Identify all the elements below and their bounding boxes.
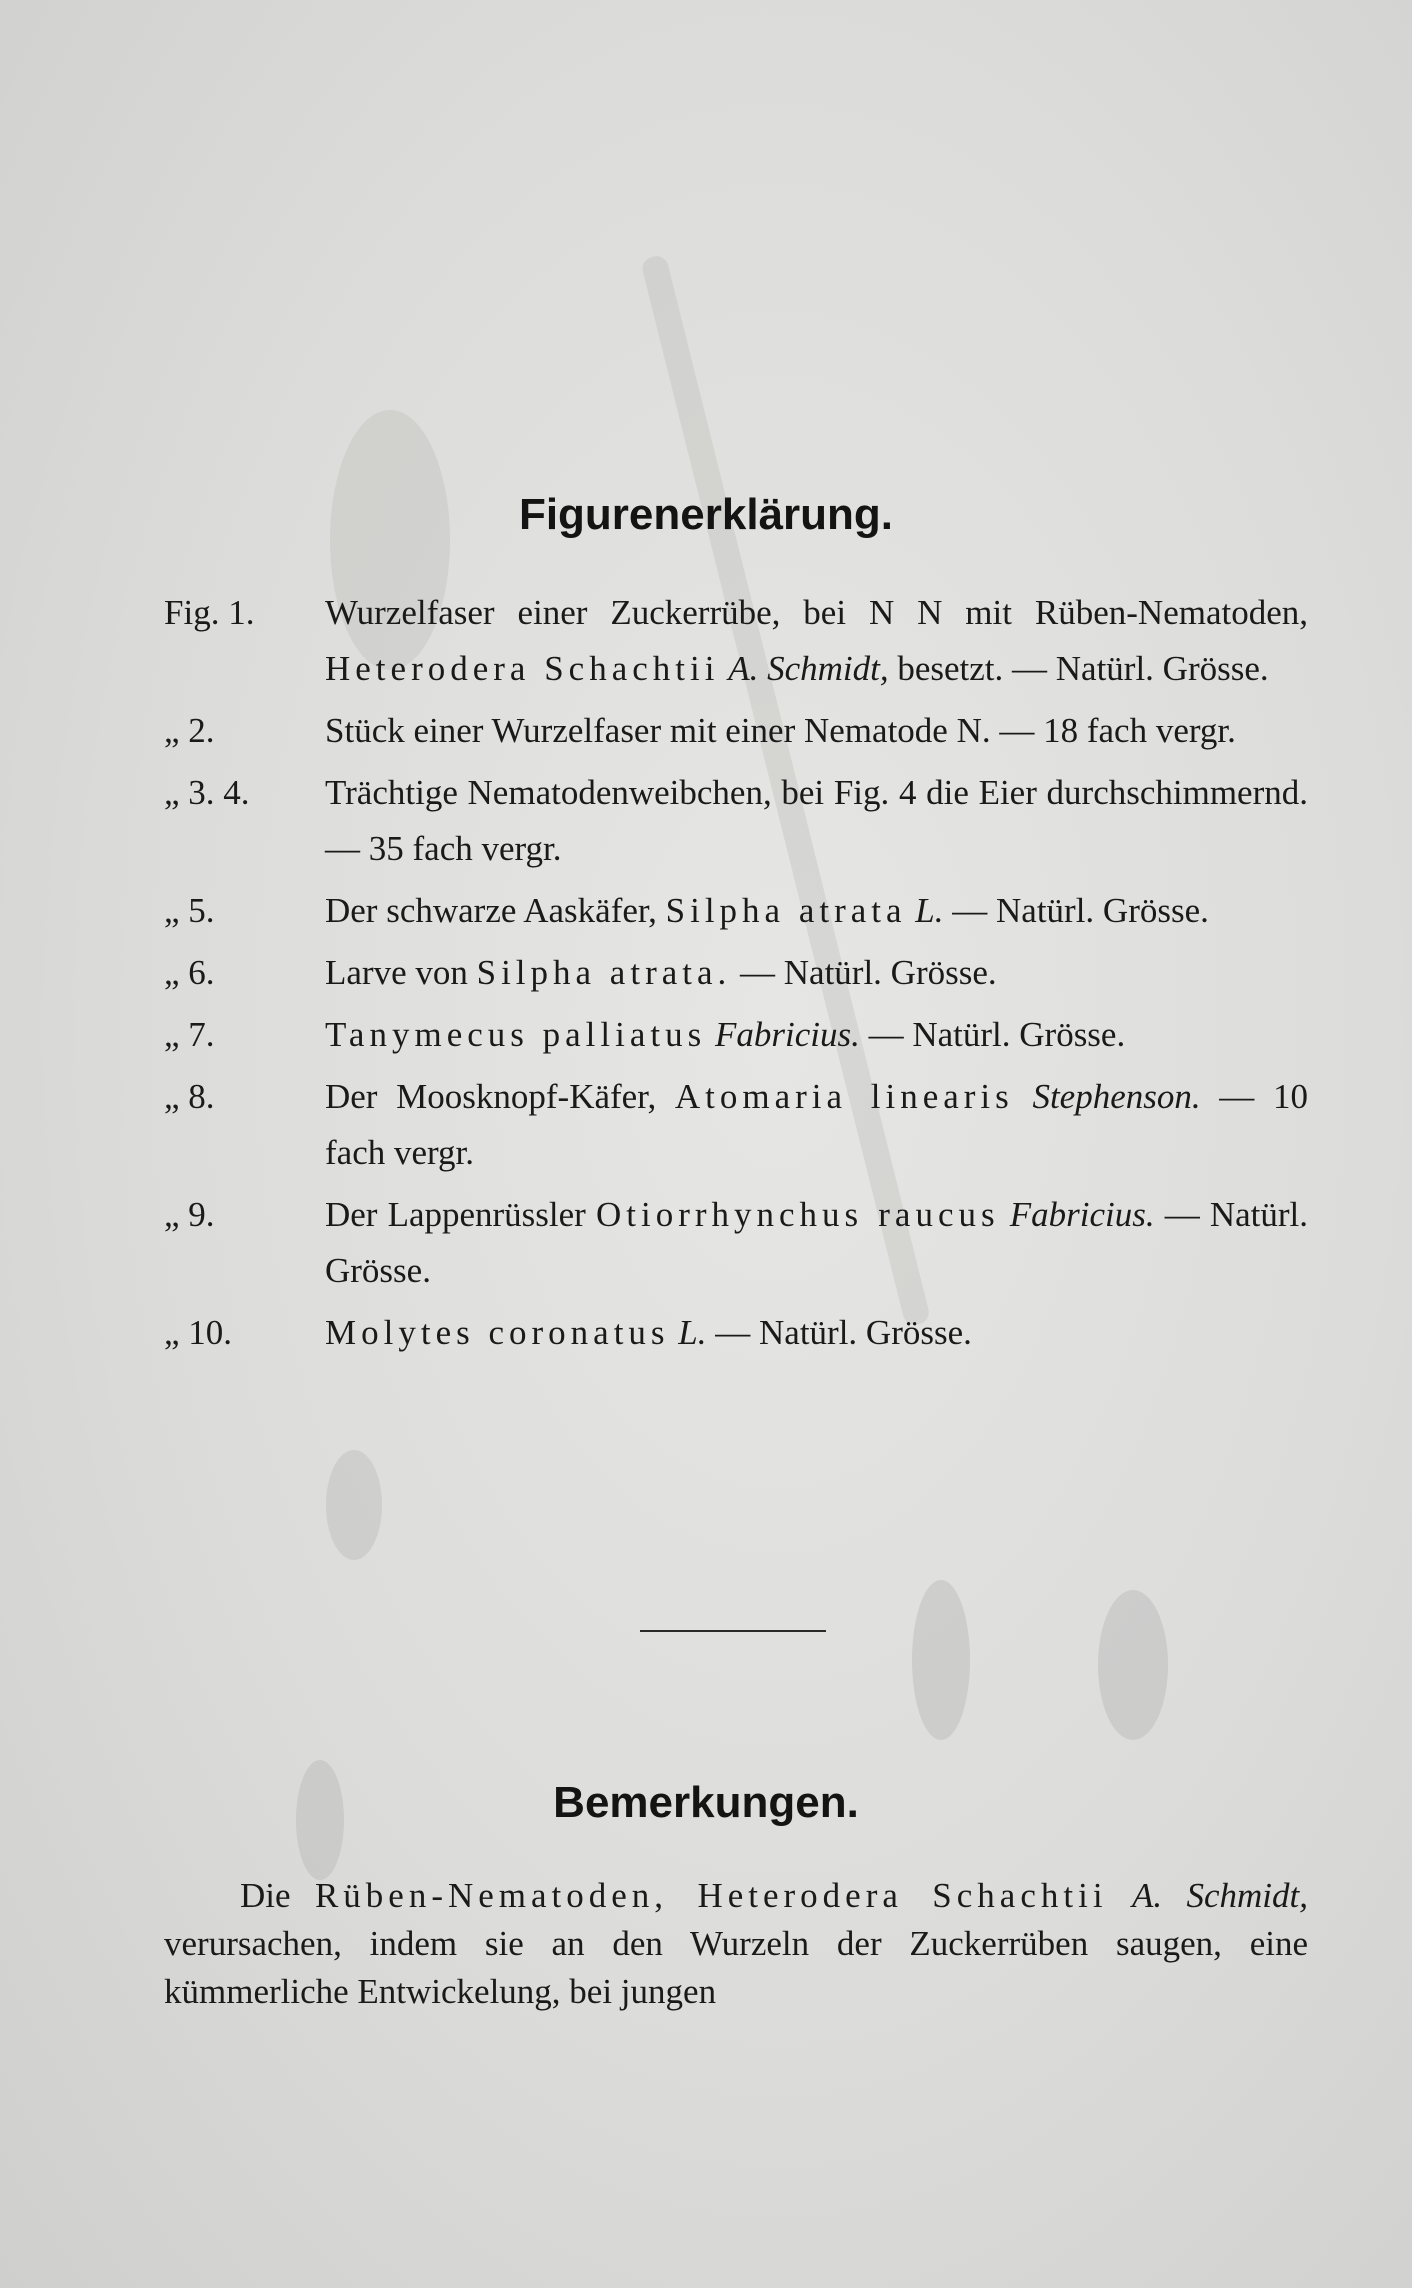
figure-description	[325, 1305, 1308, 1361]
figure-caption-list	[0, 585, 1412, 1367]
italic-text: A. Schmidt,	[1131, 1876, 1308, 1915]
spaced-text: Heterodera Schachtii	[325, 649, 720, 688]
spaced-text: Otiorrhynchus raucus	[595, 1195, 1000, 1234]
figure-caption	[0, 883, 1412, 939]
text-segment	[1000, 1195, 1010, 1234]
figure-number: „ 5.	[164, 891, 215, 930]
italic-text: Fabricius.	[714, 1015, 860, 1054]
spaced-text: Rüben-Nematoden, Heterodera Schachtii	[314, 1876, 1108, 1915]
text-segment	[1014, 1077, 1033, 1116]
text-segment	[1108, 1876, 1132, 1915]
text-segment	[670, 1313, 679, 1352]
section-title: Bemerkungen.	[553, 1778, 859, 1827]
text-segment: verursachen, indem sie an den Wurzeln der Zuckerrüben saugen, eine kümmerliche Entwickelung, bei jungen	[164, 1924, 1308, 2011]
spaced-text: Silpha atrata	[665, 891, 907, 930]
figure-number: Fig. 1.	[164, 593, 255, 632]
figure-description	[325, 1187, 1308, 1299]
section-divider	[640, 1630, 826, 1632]
figure-description	[325, 703, 1308, 759]
figure-caption	[0, 585, 1412, 697]
text-segment: — Natürl. Grösse.	[859, 1015, 1126, 1054]
figure-number: „ 7.	[164, 1015, 215, 1054]
text-segment: Larve von	[325, 953, 477, 992]
figure-description	[325, 765, 1308, 877]
text-segment: Der schwarze Aaskäfer,	[325, 891, 666, 930]
figure-caption	[0, 1187, 1412, 1299]
figure-number: „ 2.	[164, 711, 215, 750]
figure-number: „ 6.	[164, 953, 215, 992]
figure-description	[325, 945, 1308, 1001]
show-through-beetle-4	[326, 1450, 382, 1560]
figure-caption	[0, 703, 1412, 759]
text-segment: besetzt. — Natürl. Grösse.	[888, 649, 1269, 688]
text-segment: Wurzelfaser einer Zuckerrübe, bei N N mit Rüben-Nematoden,	[325, 593, 1308, 632]
text-segment: Stück einer Wurzelfaser mit einer Nematode N. — 18 fach vergr.	[325, 711, 1236, 750]
italic-text: Stephenson.	[1032, 1077, 1201, 1116]
figure-number: „ 10.	[164, 1313, 233, 1352]
italic-text: Fabricius.	[1009, 1195, 1155, 1234]
figure-caption	[0, 1007, 1412, 1063]
italic-text: L.	[678, 1313, 707, 1352]
text-segment: — Natürl. Grösse.	[943, 891, 1209, 930]
figure-number: „ 3. 4.	[164, 773, 250, 812]
text-segment: — Natürl. Grösse.	[731, 953, 997, 992]
figure-caption	[0, 945, 1412, 1001]
text-segment	[706, 1015, 715, 1054]
text-segment: — Natürl. Grösse.	[325, 1195, 1309, 1290]
spaced-text: Silpha atrata.	[476, 953, 732, 992]
italic-text: L.	[915, 891, 944, 930]
figure-description	[325, 1007, 1308, 1063]
figure-description	[325, 1069, 1308, 1181]
text-segment: Der Moosknopf-Käfer,	[325, 1077, 675, 1116]
remarks-paragraph	[164, 1872, 1308, 2016]
text-segment	[907, 891, 916, 930]
figure-caption	[0, 1069, 1412, 1181]
text-segment	[719, 649, 728, 688]
figure-description	[325, 883, 1308, 939]
figure-number: „ 9.	[164, 1195, 215, 1234]
show-through-beetle-2	[1098, 1590, 1168, 1740]
page-title: Figurenerklärung.	[518, 490, 894, 539]
spaced-text: Tanymecus palliatus	[325, 1015, 707, 1054]
figure-caption	[0, 765, 1412, 877]
spaced-text: Molytes coronatus	[325, 1313, 670, 1352]
text-segment: — 10 fach vergr.	[325, 1077, 1308, 1172]
figure-description	[325, 585, 1308, 697]
show-through-beetle-1	[912, 1580, 970, 1740]
spaced-text: Atomaria linearis	[674, 1077, 1014, 1116]
figure-caption	[0, 1305, 1412, 1361]
text-segment: Die	[240, 1876, 315, 1915]
text-segment: — Natürl. Grösse.	[706, 1313, 972, 1352]
text-segment: Der Lappenrüssler	[325, 1195, 596, 1234]
italic-text: A. Schmidt,	[728, 649, 889, 688]
figure-number: „ 8.	[164, 1077, 215, 1116]
text-segment: Trächtige Nematodenweibchen, bei Fig. 4 die Eier durchschimmernd. — 35 fach vergr.	[325, 773, 1308, 868]
